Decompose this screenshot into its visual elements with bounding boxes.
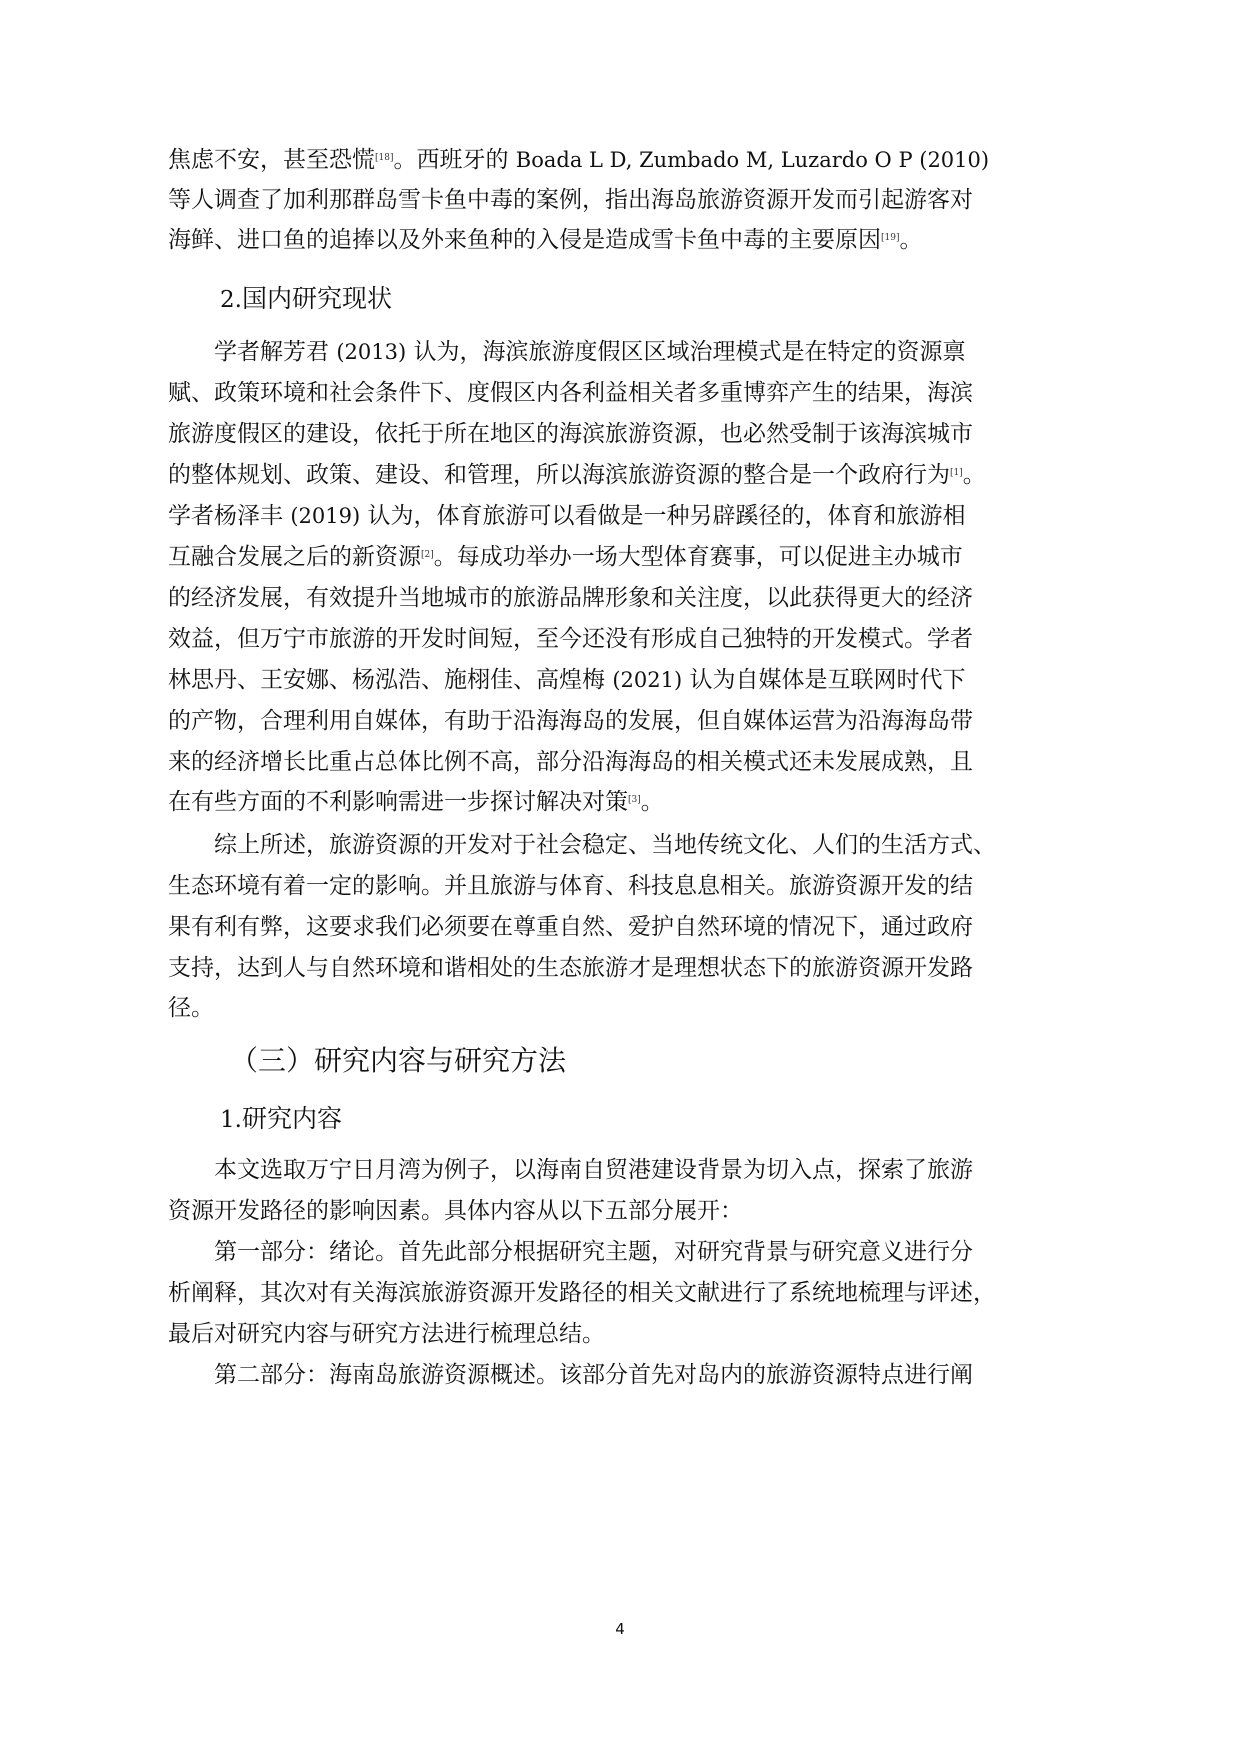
body-text: 效益，但万宁市旅游的开发时间短，至今还没有形成自己独特的开发模式。学者 (168, 626, 973, 652)
body-text: 析阐释，其次对有关海滨旅游资源开发路径的相关文献进行了系统地梳理与评述， (168, 1280, 996, 1306)
body-text: 的产物，合理利用自媒体，有助于沿海海岛的发展，但自媒体运营为沿海海岛带 (168, 708, 973, 734)
paragraph-line (168, 706, 973, 736)
body-text: 。 (962, 462, 986, 488)
paragraph-line (168, 1278, 996, 1308)
latin-text: (2021) (612, 668, 683, 692)
paragraph-line (214, 337, 966, 367)
body-text: 学者杨泽丰 (168, 503, 291, 529)
body-text: 。每成功举办一场大型体育赛事，可以促进主办城市 (433, 544, 963, 570)
body-text: 最后对研究内容与研究方法进行梳理总结。 (168, 1321, 605, 1347)
section-heading (220, 283, 392, 316)
body-text: 资源开发路径的影响因素。具体内容从以下五部分展开： (168, 1198, 743, 1224)
paragraph-line (168, 419, 973, 449)
body-text: 本文选取万宁日月湾为例子，以海南自贸港建设背景为切入点，探索了旅游 (214, 1157, 973, 1183)
paragraph-line (168, 747, 973, 777)
paragraph-line (168, 871, 973, 901)
citation-ref[interactable]: [18] (375, 153, 394, 163)
section-heading (220, 1103, 342, 1136)
paragraph-line (168, 225, 943, 255)
body-text: 第二部分：海南岛旅游资源概述。该部分首先对岛内的旅游资源特点进行阐 (214, 1362, 973, 1388)
latin-text: (2019) (290, 504, 361, 528)
body-text: 的经济发展，有效提升当地城市的旅游品牌形象和关注度，以此获得更大的经济 (168, 585, 973, 611)
citation-ref[interactable]: [2] (421, 550, 434, 560)
body-text: 的整体规划、政策、建设、和管理，所以海滨旅游资源的整合是一个政府行为 (168, 462, 950, 488)
section-number: 2. (220, 287, 242, 313)
page-number: 4 (615, 1620, 625, 1638)
body-text: 果有利有弊，这要求我们必须要在尊重自然、爱护自然环境的情况下，通过政府 (168, 914, 973, 940)
paragraph-line (168, 542, 963, 572)
paragraph-line (168, 993, 943, 1023)
latin-text: Boada L D, Zumbado M, Luzardo O P (2010) (515, 148, 990, 172)
body-text: 生态环境有着一定的影响。并且旅游与体育、科技息息相关。旅游资源开发的结 (168, 873, 973, 899)
body-text: 。 (640, 789, 664, 815)
latin-text: (2013) (336, 340, 407, 364)
section-number: 1. (220, 1107, 242, 1133)
body-text: 互融合发展之后的新资源 (168, 544, 421, 570)
body-text: 。西班牙的 (393, 147, 516, 173)
paragraph-line (168, 583, 973, 613)
paragraph-line (168, 185, 973, 215)
chapter-heading: （三）研究内容与研究方法 (230, 1044, 567, 1077)
citation-ref[interactable]: [1] (950, 468, 963, 478)
body-text: 。 (899, 227, 923, 253)
citation-ref[interactable]: [19] (881, 233, 900, 243)
paragraph-line (214, 1237, 973, 1267)
paragraph-line (168, 501, 966, 531)
body-text: 认为，海滨旅游度假区区域治理模式是在特定的资源禀 (406, 339, 966, 365)
section-title: 国内研究现状 (241, 284, 392, 313)
body-text: 海鲜、进口鱼的追捧以及外来鱼种的入侵是造成雪卡鱼中毒的主要原因 (168, 227, 881, 253)
body-text: 认为，体育旅游可以看做是一种另辟蹊径的，体育和旅游相 (360, 503, 966, 529)
paragraph-line (168, 460, 986, 490)
body-text: 等人调查了加利那群岛雪卡鱼中毒的案例，指出海岛旅游资源开发而引起游客对 (168, 187, 973, 213)
body-text: 支持，达到人与自然环境和谐相处的生态旅游才是理想状态下的旅游资源开发路 (168, 955, 973, 981)
citation-ref[interactable]: [3] (628, 795, 641, 805)
paragraph-line (168, 145, 990, 175)
paragraph-line (168, 1196, 943, 1226)
body-text: 在有些方面的不利影响需进一步探讨解决对策 (168, 789, 628, 815)
paragraph-line (168, 912, 973, 942)
body-text: 综上所述，旅游资源的开发对于社会稳定、当地传统文化、人们的生活方式、 (214, 832, 996, 858)
body-text: 认为自媒体是互联网时代下 (682, 667, 966, 693)
paragraph-line (168, 787, 943, 817)
paragraph-line (168, 624, 973, 654)
paragraph-line (214, 830, 996, 860)
paragraph-line (168, 378, 973, 408)
paragraph-line (214, 1155, 973, 1185)
paragraph-line (214, 1360, 973, 1390)
paragraph-line (168, 665, 966, 695)
paragraph-line (168, 1319, 943, 1349)
body-text: 旅游度假区的建设，依托于所在地区的海滨旅游资源，也必然受制于该海滨城市 (168, 421, 973, 447)
body-text: 第一部分：绪论。首先此部分根据研究主题，对研究背景与研究意义进行分 (214, 1239, 973, 1265)
body-text: 学者解芳君 (214, 339, 337, 365)
section-title: 研究内容 (241, 1104, 342, 1133)
paragraph-line (168, 953, 973, 983)
body-text: 径。 (168, 995, 214, 1021)
body-text: 赋、政策环境和社会条件下、度假区内各利益相关者多重博弈产生的结果，海滨 (168, 380, 973, 406)
body-text: 焦虑不安，甚至恐慌 (168, 147, 375, 173)
body-text: 来的经济增长比重占总体比例不高，部分沿海海岛的相关模式还未发展成熟，且 (168, 749, 973, 775)
body-text: 林思丹、王安娜、杨泓浩、施栩佳、高煌梅 (168, 667, 613, 693)
